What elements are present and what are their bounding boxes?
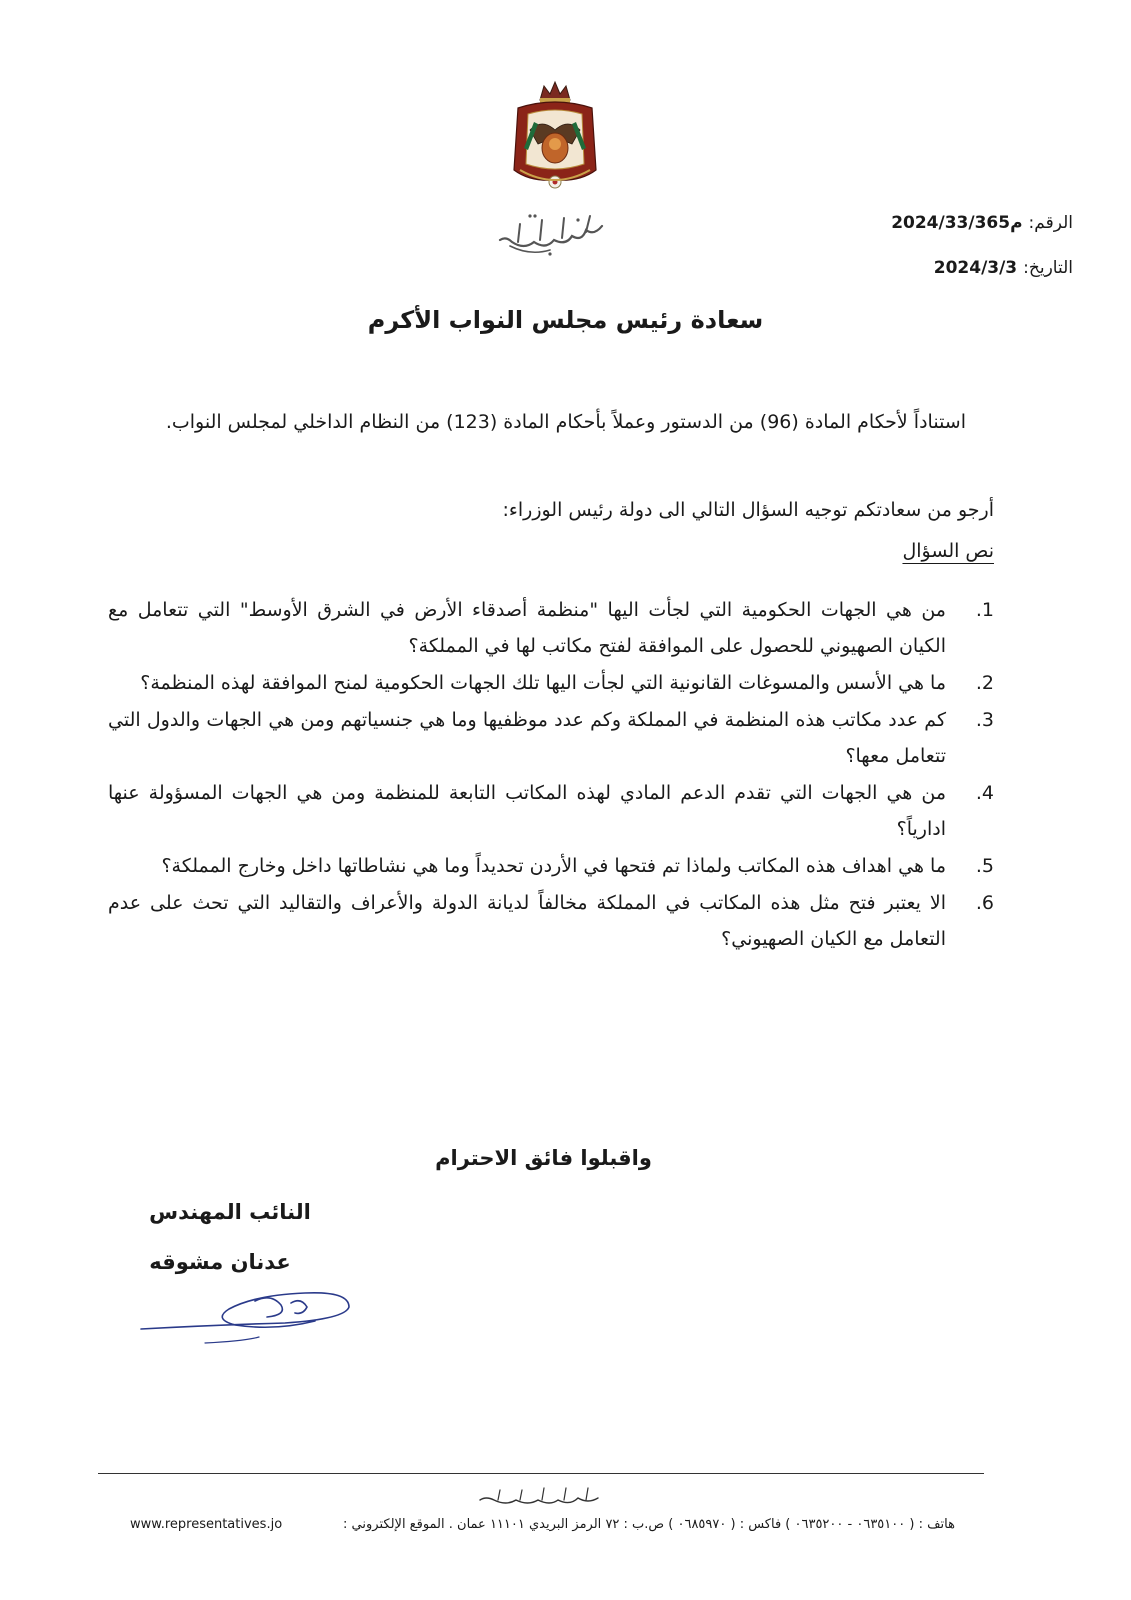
question-number: 1. [975,599,994,621]
reference-date-value: 2024/3/3 [933,258,1018,278]
handwritten-signature [135,1285,360,1350]
reference-number-label: الرقم: [1028,213,1073,233]
question-item [108,848,994,884]
reference-date [934,258,1073,278]
signer-title: النائب المهندس [149,1200,311,1224]
royal-emblem-icon [500,78,610,196]
question-item [108,665,994,701]
questions-list [108,592,994,958]
question-text: ما هي الأسس والمسوغات القانونية التي لجأت اليها تلك الجهات الحكومية لمنح الموافقة لهذه المنظمة؟ [140,672,946,694]
question-item [108,885,994,957]
question-text: من هي الجهات التي تقدم الدعم المادي لهذه المكاتب التابعة للمنظمة ومن هي الجهات المسؤولة عنها ادارياً؟ [108,782,946,840]
council-calligraphy-logo [490,206,620,258]
question-number: 4. [975,782,994,804]
question-item [108,592,994,664]
question-text: كم عدد مكاتب هذه المنظمة في المملكة وكم عدد موظفيها وما هي جنسياتهم ومن هي الجهات والدول التي تتعامل معها؟ [108,709,946,767]
closing-line [0,1146,1131,1170]
question-number: 3. [975,709,994,731]
question-number: 2. [975,672,994,694]
question-text: من هي الجهات الحكومية التي لجأت اليها "منظمة أصدقاء الأرض في الشرق الأوسط" التي تتعامل مع الكيان الصهيوني للحصول على الموافقة لفتح مكاتب لها في المملكة؟ [108,599,946,657]
question-text: ما هي اهداف هذه المكاتب ولماذا تم فتحها في الأردن تحديداً وما هي نشاطاتها داخل وخارج المملكة؟ [161,855,946,877]
request-paragraph: أرجو من سعادتكم توجيه السؤال التالي الى دولة رئيس الوزراء: [502,499,994,521]
reference-number [891,213,1073,233]
reference-date-label: التاريخ: [1023,258,1073,278]
addressee-heading [0,306,1131,334]
signer-name: عدنان مشوقه [149,1250,291,1274]
question-item [108,702,994,774]
kingdom-calligraphy-mark [470,1482,610,1510]
question-text: الا يعتبر فتح مثل هذه المكاتب في المملكة مخالفاً لديانة الدولة والأعراف والتقاليد التي تحث على عدم التعامل مع الكيان الصهيوني؟ [108,892,946,950]
reference-number-value: م2024/33/365 [891,213,1023,233]
question-number: 6. [975,892,994,914]
question-item [108,775,994,847]
intro-paragraph: استناداً لأحكام المادة (96) من الدستور وعملاً بأحكام المادة (123) من النظام الداخلي لمجلس النواب. [165,411,966,433]
closing-text: واقبلوا فائق الاحترام [435,1146,652,1170]
footer-contact: هاتف : ( ٠٦٣٥١٠٠ - ٠٦٣٥٢٠٠ ) فاكس : ( ٠٦٨٥٩٧٠ ) ص.ب : ٧٢ الرمز البريدي ١١١٠١ عمان . الموقع الإلكتروني : [343,1517,955,1532]
footer-divider [98,1473,984,1474]
addressee-text: سعادة رئيس مجلس النواب الأكرم [367,306,764,334]
question-number: 5. [975,855,994,877]
footer-website-link[interactable]: www.representatives.jo [130,1517,283,1532]
questions-heading: نص السؤال [902,540,994,562]
